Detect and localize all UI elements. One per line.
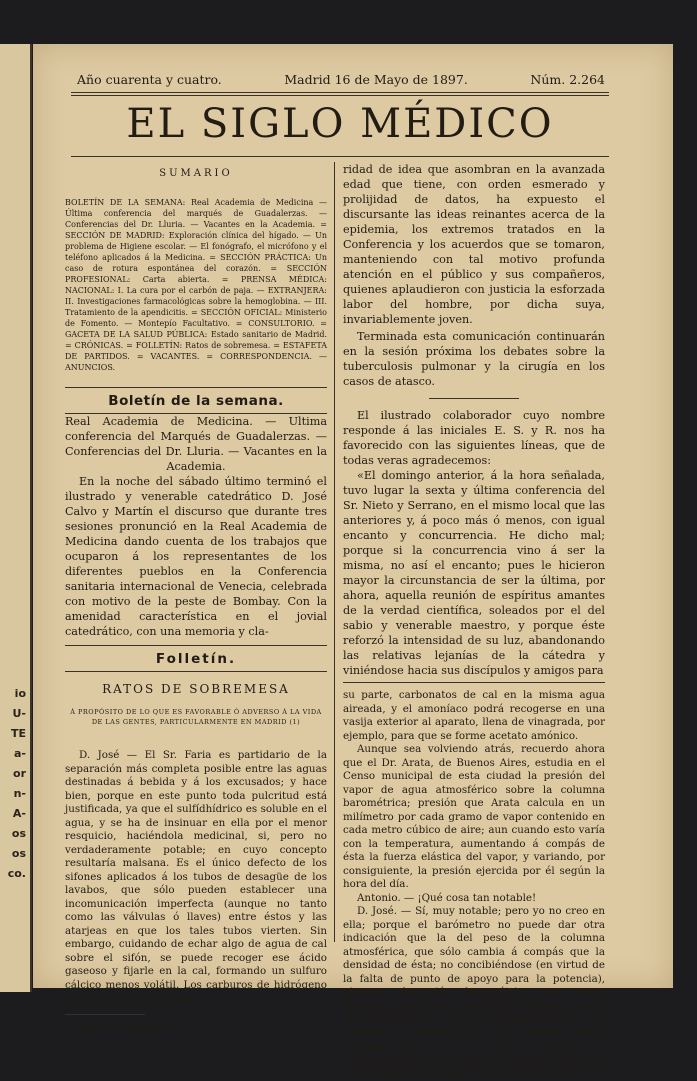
boletin-continuation: ridad de idea que asombran en la avanzada edad que tiene, con orden esmerado y prolijidad de datos, ha expuesto el discursante las ideas reinantes acerca de la epidemia, los extremos tratados en la Conferencia y los acuerdos que se tomaron, manteniendo con tal motivo profunda atención en el público y sus compañeros, quienes aplaudieron con justicia la esforzada labor del hombre, por dicha suya, invariablemente joven. [343,163,605,326]
issue-header [77,72,605,87]
sumario-title: SUMARIO [159,168,233,179]
adjacent-page-text: io U- TE a- or n- A- os os co. [7,687,26,880]
folletin-title: RATOS DE SOBREMESA [102,682,290,696]
folletin-paragraph: D. José — El Sr. Faria es partidario de la separación más completa posible entre las aguas destinadas á bebida y á los excusados; y hace bien, porque en este punto toda pulcritud está justificada, ya que el sulfídhídrico es soluble en el agua, y se ha de insinuar en ella por el menor resquicio, haciéndola medicinal, si, pero no verdaderamente potable; en cuyo concepto resultaría malsana. Es el único defecto de los sifones aplicados á los tubos de desagüe de los lavabos, que sólo pueden establecer una incomunicación imperfecta (aunque no tanto como las válvulas ó llaves) entre éstos y las atarjeas en que los tales tubos vierten. Sin embargo, cuidando de echar algo de agua de cal sobre el sifón, se puede recoger ese ácido gaseoso y fijarle en la cal, formando un sulfuro cálcico menos volátil. Los carburos de hidrógeno llegarán á constituir, por [65,749,327,1004]
issue-number: Núm. 2.264 [530,72,605,87]
boletin-topic: Real Academia de Medicina. — Ultima conferencia del Marqués de Guadalerzas. — Conferencias del Dr. Lluria. — Vacantes en la Academia. [65,415,327,473]
folletin-paragraph-2: Aunque sea volviendo atrás, recuerdo ahora que el Dr. Arata, de Buenos Aires, estudia en el Censo municipal de esta ciudad la presión del vapor de agua atmosférico sobre la columna barométrica; presión que Arata calcula en un milímetro por cada gramo de vapor contenido en cada metro cúbico de aire; aun cuando esto varía con la temperatura, aumentando á compás de ésta la fuerza elástica del vapor, y variando, por consiguiente, la presión ejercida por él según la hora del día. [343,743,605,890]
masthead-rule [71,156,609,157]
left-column [65,166,327,1034]
header-rule-2 [71,95,609,96]
folletin-heading: Folletín. [155,651,237,667]
folletin-paragraph-3: Antonio. — ¡Qué cosa tan notable! [357,891,537,904]
issue-date: Madrid 16 de Mayo de 1897. [284,72,468,87]
boletin-paragraph-4: «El domingo anterior, á la hora señalada, tuvo lugar la sexta y última conferencia del Sr. Nieto y Serrano, en el mismo local que las anteriores y, á poco más ó menos, con igual encanto y concurrencia. He dicho mal; porque si la concurrencia vino á ser la misma, no así el encanto; pues le hicieron mayor la circunstancia de ser la última, por ahora, aquella reunión de espíritus amantes de la verdad científica, soleados por el del sabio y venerable maestro, y porque éste reforzó la intensidad de su luz, abandonando las relativas lejanías de la cátedra y viniéndose hacia sus discípulos y amigos para [343,469,605,677]
folletin-subtitle: Á PROPÓSITO DE LO QUE ES FAVORABLE Ó ADVERSO Á LA VIDA DE LAS GENTES, PARTICULARMENTE EN MADRID (1) [70,708,322,726]
issue-year: Año cuarenta y cuatro. [77,72,222,87]
boletin-paragraph: En la noche del sábado último terminó el ilustrado y venerable catedrático D. José Calvo y Martín el discurso que durante tres sesiones pronunció en la Real Academia de Medicina dando cuenta de los trabajos que ocuparon á los representantes de los diferentes pueblos en la Conferencia sanitaria internacional de Venecia, celebrada con motivo de la peste de Bombay. Con la amenidad característica en el jovial catedrático, con una memoria y cla- [65,475,327,638]
adjacent-page-edge [0,44,32,992]
footnote: (1) Véase el número anterior. [65,1014,145,1034]
right-column [343,162,605,1081]
sumario-text: BOLETÍN DE LA SEMANA: Real Academia de Medicina — Última conferencia del marqués de Guadalerzas. — Conferencias del Dr. Lluria. — Vacantes en la Academia. = SECCIÓN DE MADRID: Exploración clínica del hígado. — Un problema de Higiene escolar. — El fonógrafo, el micrófono y el teléfono aplicados á la Medicina. = SECCIÓN PRÁCTICA: Un caso de rotura espontánea del corazón. = SECCIÓN PROFESIONAL: Carta abierta. = PRENSA MÉDICA: NACIONAL: I. La cura por el carbón de paja. — EXTRANJERA: II. Investigaciones farmacológicas sobre la hemoglobina. — III. Tratamiento de la apendicitis. = SECCIÓN OFICIAL: Ministerio de Fomento. — Montepío Facultativo. = CONSULTORIO. = GACETA DE LA SALUD PÚBLICA: Estado sanitario de Madrid. = CRÓNICAS. = FOLLETÍN: Ratos de sobremesa. = ESTAFETA DE PARTIDOS. = VACANTES. = CORRESPONDENCIA. — ANUNCIOS. [65,198,327,372]
column-divider [334,162,335,942]
boletin-paragraph-3: El ilustrado colaborador cuyo nombre responde á las iniciales E. S. y R. nos ha favorecido con las siguientes líneas, que de todas veras agradecemos: [343,409,605,467]
folletin-paragraph-4: D. José. — Sí, muy notable; pero yo no creo en ella; porque el barómetro no puede dar otra indicación que la del peso de la columna atmosférica, que sólo cambia á compás que la densidad de ésta; no concibiéndose (en virtud de la falta de punto de apoyo para la potencia), ninguna depresión barométrica por causa mecánica de origen atmosférico, sino en caso de una explosión, v. gr., que desequilibra por un momento la columna de aire; haciendo masas enormes de él en todos sentidos, y sustrayéndolas á la región de donde fueron tan violentamente lanzadas. Dentro de ésta tendrá lu- [343,905,605,1079]
newspaper-page [33,44,673,1079]
masthead-title: EL SIGLO MÉDICO [126,101,554,147]
header-rule [71,92,609,93]
boletin-heading: Boletín de la semana. [108,393,284,409]
folletin-continuation: su parte, carbonatos de cal en la misma agua aireada, y el amoníaco podrá recogerse en una vasija exterior al aparato, llena de vinagrada, por ejemplo, para que se forme acetato amónico. [343,689,605,742]
boletin-paragraph-2: Terminada esta comunicación continuarán en la sesión próxima los debates sobre la tuberculosis pulmonar y la cirugía en los casos de atasco. [343,330,605,388]
